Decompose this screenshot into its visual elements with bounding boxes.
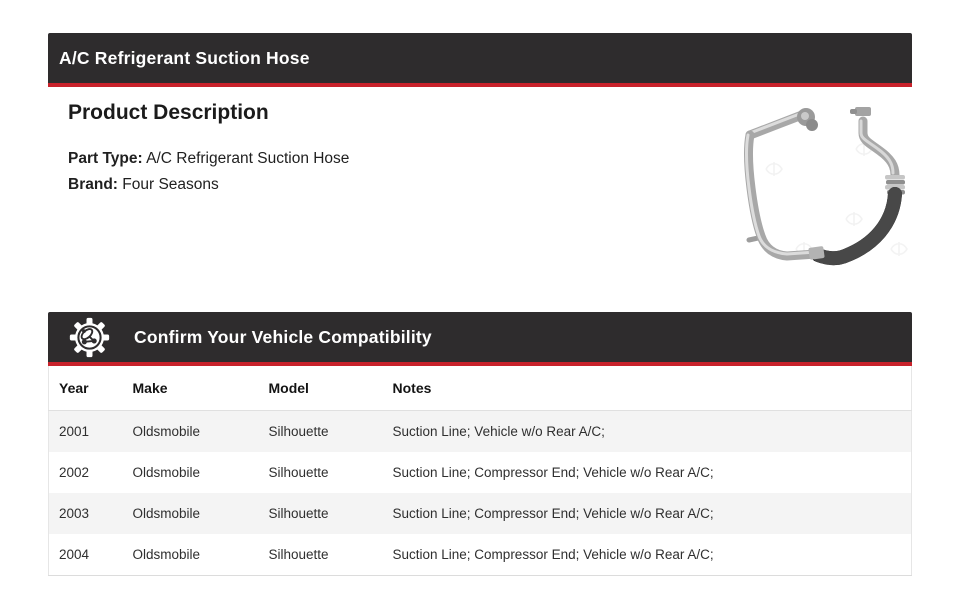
compatibility-title-bar xyxy=(48,312,912,366)
year-cell: 2002 xyxy=(59,465,90,480)
hose-photo-illustration xyxy=(706,89,926,289)
fitting-block xyxy=(797,108,818,131)
make-cell: Oldsmobile xyxy=(123,493,259,534)
model-cell: Silhouette xyxy=(259,493,383,534)
brand-label: Brand: xyxy=(68,176,118,193)
vehicle-compatibility-section xyxy=(48,312,912,576)
column-header-model: Model xyxy=(259,366,383,411)
make-cell: Oldsmobile xyxy=(132,465,201,480)
column-header-notes: Notes xyxy=(383,366,912,411)
fitment-header-row xyxy=(49,366,912,411)
column-header-year: Year xyxy=(49,366,123,411)
product-title-bar xyxy=(48,33,912,87)
year-cell: 2001 xyxy=(49,411,123,453)
notes-cell: Suction Line; Vehicle w/o Rear A/C; xyxy=(383,411,912,453)
model-cell: Silhouette xyxy=(259,411,383,453)
model-cell: Silhouette xyxy=(268,465,329,480)
notes-cell: Suction Line; Compressor End; Vehicle w/o Rear A/C; xyxy=(392,465,714,480)
year-cell: 2003 xyxy=(49,493,123,534)
make-cell: Oldsmobile xyxy=(123,411,259,453)
product-description-section xyxy=(48,33,912,312)
product-description-body xyxy=(48,87,912,312)
part-type-value: A/C Refrigerant Suction Hose xyxy=(146,150,350,167)
notes-cell: Suction Line; Compressor End; Vehicle w/o Rear A/C; xyxy=(392,547,714,562)
compatibility-title: Confirm Your Vehicle Compatibility xyxy=(134,326,432,347)
brand-value: Four Seasons xyxy=(122,176,219,193)
fitment-table xyxy=(48,366,912,576)
gear-icon xyxy=(69,317,110,358)
table-row xyxy=(49,534,912,576)
table-row xyxy=(49,493,912,534)
make-cell: Oldsmobile xyxy=(132,547,201,562)
year-cell: 2004 xyxy=(59,547,90,562)
product-image xyxy=(706,89,926,289)
column-header-make: Make xyxy=(123,366,259,411)
part-type-label: Part Type: xyxy=(68,150,143,167)
model-cell: Silhouette xyxy=(268,547,329,562)
port-fitting xyxy=(850,107,871,116)
product-title: A/C Refrigerant Suction Hose xyxy=(59,47,310,68)
table-row xyxy=(49,452,912,493)
table-row xyxy=(49,411,912,453)
notes-cell: Suction Line; Compressor End; Vehicle w/o Rear A/C; xyxy=(383,493,912,534)
product-description-heading: Product Description xyxy=(68,101,269,124)
